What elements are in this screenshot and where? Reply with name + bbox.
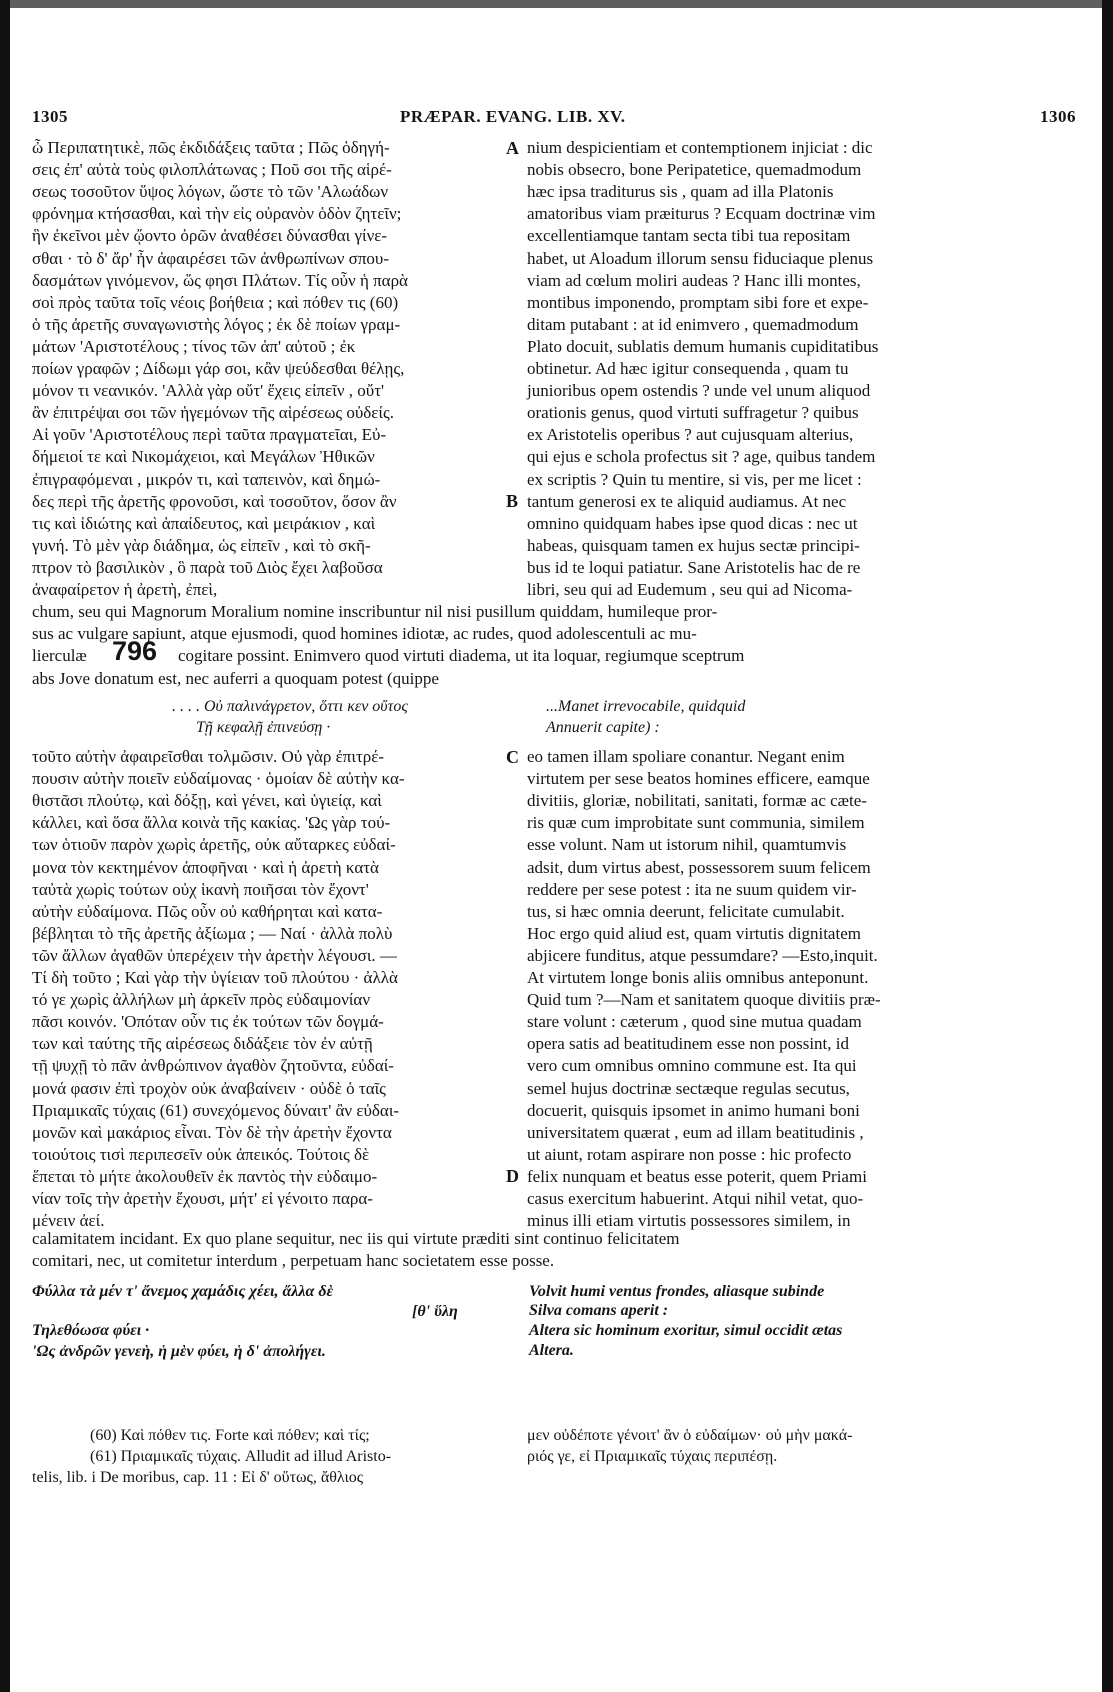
greek-line: των ὁτιοῦν παρὸν χωρὶς ἀρετῆς, οὐκ αὔταρκες εὐδαί-	[32, 835, 396, 855]
latin-line: divitiis, gloriæ, nobilitati, sanitati, formæ ac cæte-	[527, 791, 867, 811]
greek-line: των καὶ ταύτης τῆς αἱρέσεως διδάξειε τὸν ἐν αὐτῇ	[32, 1034, 373, 1054]
greek-line: σθαι · τὸ δ' ἄρ' ἦν ἀφαιρέσει τῶν ἀνθρωπίνων σπου-	[32, 248, 389, 268]
latin-line: ris quæ cum improbitate sunt communia, similem	[527, 813, 865, 833]
greek-line: σεως τοσοῦτον ὕψος λόγων, ὥστε τὸ τῶν 'Αλωάδων	[32, 182, 389, 202]
greek-line: ἐπιγραφόμεναι , μικρόν τι, καὶ ταπεινὸν, καὶ δημώ-	[32, 469, 381, 489]
greek-line: τῶν ἄλλων ἀγαθῶν ὑπερέχειν τὴν ἀρετὴν λέγουσι. —	[32, 945, 397, 965]
greek-line: ἀναφαίρετον ἡ ἀρετὴ, ἐπεὶ,	[32, 580, 218, 599]
greek-line: ὦ Περιπατητικὲ, πῶς ἐκδιδάξεις ταῦτα ; Πῶς ὁδηγή-	[32, 138, 390, 157]
quote-latin: Volvit humi ventus frondes, aliasque subinde	[529, 1283, 825, 1300]
latin-line: Hoc ergo quid aliud est, quam virtutis dignitatem	[527, 923, 861, 943]
marginal-letter: B	[506, 491, 519, 511]
greek-line: ἕπεται τὸ μήτε ἀκολουθεῖν ἐκ παντὸς τὴν εὐδαιμο-	[32, 1166, 378, 1186]
latin-line: habeas, quisquam tamen ex hujus sectæ principi-	[527, 535, 860, 555]
latin-line: universitatem quærat , eum ad illam beatitudinis ,	[527, 1122, 864, 1142]
full-line: cogitare possint. Enimvero quod virtuti diadema, ut ita loquar, regiumque sceptrum	[178, 646, 745, 665]
quote-greek: Φύλλα τὰ μέν τ' ἄνεμος χαμάδις χέει, ἄλλα δὲ	[32, 1283, 334, 1300]
greek-line: θιστᾶσι πλούτῳ, καὶ δόξῃ, καὶ γένει, καὶ ὑγιείᾳ, καὶ	[32, 791, 382, 811]
quote-latin: Silva comans aperit :	[529, 1302, 669, 1319]
latin-line: minus illi etiam virtutis possessores similem, in	[527, 1211, 851, 1231]
latin-line: habet, ut Aloadum illorum sensu fiduciaque plenus	[527, 248, 874, 268]
greek-line: ἣν ἐκεῖνοι μὲν ᾤοντο ὀρῶν ἀναθέσει δύνασθαι γίνε-	[32, 226, 388, 246]
latin-line: stare volunt : cæterum , quod sine mutua quadam	[527, 1012, 862, 1032]
latin-line: semel hujus doctrinæ sectæque regulas secutus,	[527, 1078, 850, 1098]
latin-line: opera satis ad beatitudinem esse non possint, id	[527, 1034, 849, 1054]
latin-line: omnino quidquam habes ipse quod dicas : nec ut	[527, 513, 858, 533]
greek-line: μονά φασιν ἐπὶ τροχὸν οὐκ ἀναβαίνειν · οὐδὲ ὁ ταῖς	[32, 1078, 386, 1098]
footnote-line: μεν οὐδέποτε γένοιτ' ἂν ὁ εὐδαίμων· οὐ μὴν μακά-	[527, 1427, 853, 1444]
quote-greek: [θ' ὕλη	[412, 1303, 458, 1320]
latin-line: reddere per sese potest : ita ne suum quidem vir-	[527, 879, 857, 899]
greek-line: ὁ τῆς ἀρετῆς συναγωνιστὴς λόγος ; ἐκ δὲ ποίων γραμ-	[32, 314, 401, 334]
greek-line: τις καὶ ἰδιώτης καὶ ἀπαίδευτος, καὶ μειράκιον , καὶ	[32, 513, 376, 533]
greek-line: μόνον τι νεανικόν. 'Αλλὰ γὰρ οὔτ' ἔχεις εἰπεῖν , οὔτ'	[32, 381, 385, 401]
greek-line: μονῶν καὶ μακάριος εἶναι. Τὸν δὲ τὴν ἀρετὴν ἔχοντα	[32, 1122, 392, 1142]
footnote-line: (61) Πριαμικαῖς τύχαις. Alludit ad illud Aristo-	[90, 1448, 392, 1465]
greek-line: πουσιν αὐτὴν ποιεῖν εὐδαίμονας · ὁμοίαν δὲ αὐτὴν κα-	[32, 769, 405, 789]
greek-line: βέβληται τὸ τῆς ἀρετῆς ἀξίωμα ; — Ναί · ἀλλὰ πολὺ	[32, 923, 393, 943]
greek-line: Πριαμικαῖς τύχαις (61) συνεχόμενος δύναιτ' ἂν εὐδαι-	[32, 1100, 400, 1120]
latin-line: nobis obsecro, bone Peripatetice, quemadmodum	[527, 160, 862, 180]
column-number: 796	[112, 636, 158, 666]
greek-line: σεις ἐπ' αὐτὰ τοὺς φιλοπλάτωνας ; Ποῦ σοι τῆς αἱρέ-	[32, 160, 392, 180]
scan-right-border	[1102, 0, 1113, 1692]
latin-line: orationis genus, quod virtuti suffragetur ? quibus	[527, 403, 859, 423]
quote-latin: ...Manet irrevocabile, quidquid	[546, 698, 746, 715]
latin-line: tantum generosi ex te aliquid audiamus. At nec	[527, 491, 847, 511]
latin-line: amatoribus viam præiturus ? Ecquam doctrinæ vim	[527, 204, 876, 224]
latin-line: vero cum omnibus omnino commune est. Ita qui	[527, 1056, 857, 1076]
latin-line: ut aiunt, rotam aspirare non posse : hic profecto	[527, 1144, 852, 1164]
scan-left-border	[0, 0, 10, 1692]
quote-latin: Altera sic hominum exoritur, simul occidit ætas	[529, 1322, 843, 1339]
greek-line: πτρον τὸ βασιλικὸν , ὃ παρὰ τοῦ Διὸς ἔχει λαβοῦσα	[32, 557, 383, 577]
latin-line: junioribus opem ostendis ? unde vel unum aliquod	[527, 381, 871, 401]
footnote-line: (60) Καὶ πόθεν τις. Forte καὶ πόθεν; καὶ τίς;	[90, 1427, 370, 1444]
quote-greek: Τῇ κεφαλῇ ἐπινεύσῃ ·	[196, 719, 331, 736]
latin-line: montibus imponendo, promptam sibi fore et expe-	[527, 292, 869, 312]
latin-line: viam ad cœlum moliri audeas ? Hanc illi montes,	[527, 270, 861, 290]
full-line: lierculæ	[32, 646, 87, 665]
full-line: comitari, nec, ut comitetur interdum , perpetuam hanc societatem esse posse.	[32, 1251, 555, 1270]
marginal-letter: D	[506, 1166, 519, 1186]
greek-line: δασμάτων γινόμενον, ὥς φησι Πλάτων. Τίς οὖν ἡ παρὰ	[32, 270, 408, 290]
latin-line: ex scriptis ? Quin tu mentire, si vis, per me licet :	[527, 469, 862, 489]
latin-line: hæc ipsa traditurus sis , quam ad illa Platonis	[527, 182, 834, 202]
marginal-letter: C	[506, 747, 519, 767]
greek-line: μένειν ἀεί.	[32, 1211, 105, 1231]
greek-line: σοὶ πρὸς ταῦτα τοῖς νέοις βοήθεια ; καὶ πόθεν τις (60)	[32, 292, 399, 312]
greek-line: ἂν ἐπιτρέψαι σοι τῶν ἡγεμόνων τῆς αἱρέσεως οὐδείς.	[32, 403, 394, 423]
latin-line: ex Aristotelis operibus ? aut cujusquam alterius,	[527, 425, 854, 445]
greek-line: κάλλει, καὶ ὅσα ἄλλα κοινὰ τῆς κακίας. 'Ως γὰρ τού-	[32, 813, 391, 833]
footnote-line: telis, lib. i De moribus, cap. 11 : Εἰ δ' οὕτως, ἄθλιος	[32, 1469, 364, 1486]
footnote-line: ριός γε, εἰ Πριαμικαῖς τύχαις περιπέσῃ.	[527, 1448, 778, 1465]
greek-line: μάτων 'Αριστοτέλους ; τίνος τῶν ἀπ' αὐτοῦ ; ἐκ	[32, 336, 356, 356]
greek-line: γυνή. Τὸ μὲν γὰρ διάδημα, ὡς εἰπεῖν , καὶ τὸ σκῆ-	[32, 535, 371, 555]
latin-line: Plato docuit, sublatis demum humanis cupiditatibus	[527, 336, 879, 356]
latin-line: Quid tum ?—Nam et sanitatem quoque divitiis præ-	[527, 990, 881, 1010]
latin-line: adsit, dum virtus abest, possessorem suum felicem	[527, 857, 871, 877]
latin-line: ditam putabant : at id enimvero , quemadmodum	[527, 314, 859, 334]
latin-line: esse volunt. Nam ut istorum nihil, quamtumvis	[527, 835, 847, 855]
quote-greek: 'Ως ἀνδρῶν γενεὴ, ἡ μὲν φύει, ἡ δ' ἀπολήγει.	[32, 1343, 326, 1360]
latin-line: obtinetur. Ad hæc igitur consequenda , quam tu	[527, 359, 849, 378]
page-number-right: 1306	[1040, 107, 1076, 126]
latin-line: virtutem per sese beatos homines efficere, eamque	[527, 769, 870, 789]
greek-line: τοιούτοις τισὶ περιπεσεῖν οὐκ ἀπεικός. Τούτοις δὲ	[32, 1144, 370, 1164]
latin-line: abjicere funditus, atque pessumdare? —Esto,inquit.	[527, 945, 878, 965]
greek-line: πᾶσι κοινόν. 'Οπόταν οὖν τις ἐκ τούτων τῶν δογμά-	[32, 1012, 384, 1032]
greek-line: τῇ ψυχῇ τὸ πᾶν ἀνθρώπινον ἀγαθὸν ζητοῦντα, εὐδαί-	[32, 1056, 394, 1076]
quote-latin: Altera.	[529, 1342, 574, 1359]
latin-line: casus exercitum habuerint. Atqui nihil vetat, quo-	[527, 1189, 864, 1208]
quote-greek: . . . . Οὐ παλινάγρετον, ὅττι κεν οὔτος	[172, 698, 408, 715]
latin-line: felix nunquam et beatus esse poterit, quem Priami	[527, 1166, 867, 1186]
greek-line: μονα τὸν κεκτημένον ἀποφῆναι · καὶ ἡ ἀρετὴ κατὰ	[32, 857, 379, 877]
greek-line: νίαν τοῖς τὴν ἀρετὴν ἔχουσι, μήτ' εἰ γένοιτο παρα-	[32, 1189, 373, 1208]
latin-line: excellentiamque tantam secta tibi tua repositam	[527, 226, 851, 246]
greek-line: δήμειοί τε καὶ Νικομάχειοι, καὶ Μεγάλων Ἠθικῶν	[32, 447, 375, 467]
latin-line: libri, seu qui ad Eudemum , seu qui ad Nicoma-	[527, 580, 853, 599]
greek-line: τό γε χωρὶς ἀλλήλων μὴ ἀρκεῖν πρὸς εὐδαιμονίαν	[32, 990, 371, 1010]
page-number-left: 1305	[32, 107, 68, 126]
greek-line: αὐτὴν εὐδαίμονα. Πῶς οὖν οὐ καθήρηται καὶ κατα-	[32, 901, 383, 921]
full-line: chum, seu qui Magnorum Moralium nomine inscribuntur nil nisi pusillum quiddam, humileque pror-	[32, 602, 718, 621]
full-line: calamitatem incidant. Ex quo plane sequitur, nec iis qui virtute præditi sint continuo felicitatem	[32, 1229, 680, 1248]
scan-top-edge	[0, 0, 1113, 8]
greek-line: φρόνημα κτήσασθαι, καὶ τὴν εἰς οὐρανὸν ὁδὸν ζητεῖν;	[32, 204, 402, 224]
greek-line: Τί δὴ τοῦτο ; Καὶ γὰρ τὴν ὑγίειαν τοῦ πλούτου · ἀλλὰ	[32, 968, 398, 987]
greek-line: δες περὶ τῆς ἀρετῆς φρονοῦσι, καὶ τοσοῦτον, ὅσον ἂν	[32, 491, 397, 511]
running-title: PRÆPAR. EVANG. LIB. XV.	[400, 107, 626, 126]
full-line: abs Jove donatum est, nec auferri a quoquam potest (quippe	[32, 669, 439, 688]
quote-greek: Τηλεθόωσα φύει ·	[32, 1322, 150, 1339]
latin-line: At virtutem longe bonis aliis omnibus anteponunt.	[527, 968, 869, 987]
latin-line: eo tamen illam spoliare conantur. Negant enim	[527, 747, 845, 766]
latin-line: docuerit, quisquis ipsomet in animo humani boni	[527, 1100, 860, 1120]
latin-line: bus id te loqui patiatur. Sane Aristotelis hac de re	[527, 557, 861, 577]
full-line: sus ac vulgare sapiunt, atque ejusmodi, quod homines idiotæ, ac rudes, quod adolescentuli ac mu-	[32, 624, 697, 643]
marginal-letter: A	[506, 138, 519, 158]
latin-line: nium despicientiam et contemptionem injiciat : dic	[527, 138, 873, 157]
latin-line: tus, si hæc omnia deerunt, felicitate cumulabit.	[527, 901, 845, 921]
greek-line: Αἱ γοῦν 'Αριστοτέλους περὶ ταῦτα πραγματεῖαι, Εὐ-	[32, 425, 387, 445]
greek-line: ταὐτὰ χωρὶς τούτων οὐχ ἱκανὴ ποιῆσαι τὸν ἔχοντ'	[32, 879, 369, 899]
quote-latin: Annuerit capite) :	[546, 719, 660, 736]
greek-line: τοῦτο αὐτὴν ἀφαιρεῖσθαι τολμῶσιν. Οὐ γὰρ ἐπιτρέ-	[32, 747, 385, 766]
latin-line: qui ejus e schola profectus sit ? age, quibus tandem	[527, 447, 876, 467]
greek-line: ποίων γραφῶν ; Δίδωμι γάρ σοι, κἂν ψεύδεσθαι θέλῃς,	[32, 359, 405, 378]
